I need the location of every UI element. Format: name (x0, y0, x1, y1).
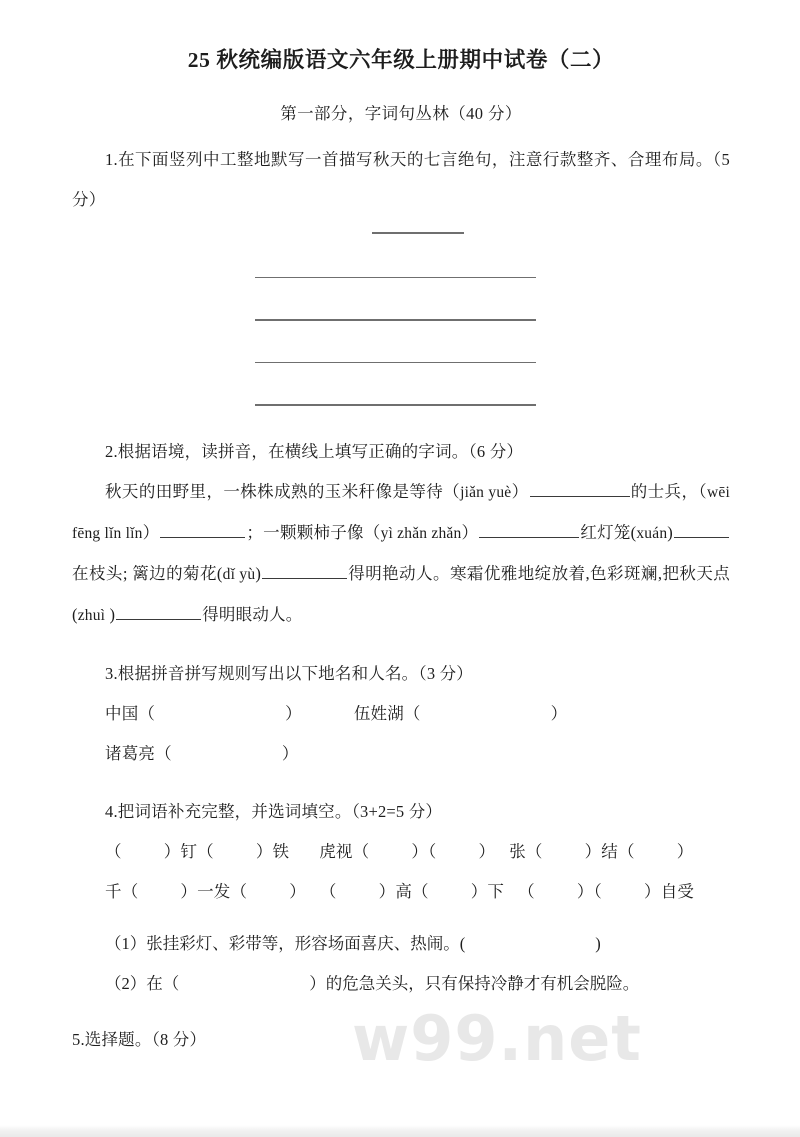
q2-text-2: ） (511, 481, 529, 501)
question-4-stem: 4.把词语补充完整，并选词填空。（3+2=5 分） (105, 801, 443, 821)
q2-blank-6[interactable] (116, 602, 201, 620)
q2-blank-5[interactable] (262, 561, 347, 579)
q4-sub1-close: ) (595, 933, 601, 953)
q2-blank-2[interactable] (160, 520, 245, 538)
q4-r1-t4: 虎视（ (319, 841, 370, 861)
q4-r2-t7: （ (518, 881, 535, 901)
question-2-stem: 2.根据语境，读拼音，在横线上填写正确的字词。（6 分） (105, 441, 524, 461)
question-1-answer-lines (72, 232, 730, 406)
answer-line-3[interactable] (255, 319, 536, 321)
question-4-sub-1 (72, 924, 730, 964)
q2-pinyin-yizhanzhan: yì zhǎn zhǎn (380, 524, 462, 542)
q2-text-12: ) (105, 604, 116, 624)
q4-r2-t8: ）（ (576, 881, 602, 901)
q3-item-3-close: ） (281, 743, 299, 763)
q2-text-1: 秋天的田野里，一株株成熟的玉米秆像是等待（ (105, 481, 461, 501)
q2-pinyin-diyu: dǐ yù (222, 565, 256, 583)
question-1-stem (72, 140, 730, 220)
q4-r1-t9: ） (676, 841, 694, 861)
answer-line-1[interactable] (372, 232, 464, 234)
question-5-stem: 5.选择题。（8 分） (72, 1029, 207, 1049)
q3-item-1-label: 中国（ (105, 703, 156, 723)
q4-r2-t9: ）自受 (644, 881, 695, 901)
question-2-body (72, 472, 746, 636)
question-3-row-2 (72, 734, 730, 774)
q4-r1-t7: 张（ (509, 841, 543, 861)
q4-r2-t2: ）一发（ (180, 881, 248, 901)
q2-pinyin-jianyue: jiǎn yuè (460, 483, 512, 501)
question-4-sub-2 (72, 964, 730, 1004)
q2-blank-1[interactable] (530, 479, 630, 497)
q4-sub2-text: （2）在（ (105, 973, 180, 993)
answer-line-4[interactable] (255, 362, 536, 364)
question-4-row-1 (72, 832, 730, 872)
q2-text-4: ） (142, 522, 160, 542)
q2-text-3: 的士兵，（ (630, 481, 708, 501)
q2-blank-4[interactable] (674, 520, 729, 538)
question-3-row-1 (72, 694, 730, 734)
question-1-stem-line1: 1.在下面竖列中工整地默写一首描写秋天的七言绝句，注意行款整齐、 (105, 149, 628, 169)
question-1-stem-line2: 合理布局。（5 分） (72, 149, 730, 209)
q4-r2-t1: 千（ (105, 881, 139, 901)
q4-r1-t5: ）（ (411, 841, 437, 861)
q2-pinyin-zhui: zhuì (77, 606, 106, 624)
q2-pinyin-xuan: xuán (636, 524, 668, 542)
q4-r1-t3: ）铁 (255, 841, 290, 861)
site-watermark: w99.net (352, 1002, 642, 1075)
q4-sub2-close: ）的危急关头，只有保持冷静才有机会脱险。 (309, 973, 640, 993)
q2-text-7: 红灯笼( (580, 522, 637, 542)
q4-r2-t4: （ (319, 881, 337, 901)
q3-item-3-label: 诸葛亮（ (105, 743, 172, 763)
q3-item-2-label: 伍姓湖（ (353, 703, 421, 723)
q4-r1-t1: （ (105, 841, 122, 861)
q2-text-11: 得明艳动人。寒霜优雅地绽放着,色彩斑斓,把秋天点( (72, 563, 730, 624)
question-3-stem: 3.根据拼音拼写规则写出以下地名和人名。（3 分） (105, 663, 473, 683)
q4-r2-t6: ）下 (470, 881, 505, 901)
q2-text-13: 得明 (202, 604, 236, 624)
question-4-row-2 (72, 872, 730, 912)
page-bottom-edge (0, 1125, 800, 1137)
q4-r1-t2: ）钉（ (163, 841, 214, 861)
q4-r1-t6: ） (478, 841, 496, 861)
section-subtitle: 第一部分，字词句丛林（40 分） (280, 103, 522, 123)
answer-line-2[interactable] (255, 277, 536, 279)
q2-text-14: 眼动人。 (235, 604, 303, 624)
page-title: 25 秋统编版语文六年级上册期中试卷（二） (187, 48, 615, 72)
q4-r2-t3: ） (289, 881, 306, 901)
q4-r2-t5: ）高（ (378, 881, 429, 901)
q3-item-2-close: ） (550, 703, 568, 723)
q3-item-1-close: ） (285, 703, 302, 723)
q4-r1-t8: ）结（ (584, 841, 635, 861)
q2-blank-3[interactable] (479, 520, 579, 538)
q2-pinyin-weifenglinlin: wēi fēng lǐn lǐn (72, 483, 746, 542)
answer-line-5[interactable] (255, 404, 536, 406)
q2-text-8: ) (667, 522, 673, 542)
q4-sub1-text: （1）张挂彩灯、彩带等，形容场面喜庆、热闹。( (105, 933, 466, 953)
q2-text-9: 在枝头; 篱边的菊花( (72, 563, 223, 583)
q2-text-6: ） (461, 522, 479, 542)
q2-text-5: ；一颗颗柿子像（ (246, 522, 381, 542)
q2-text-10: ) (255, 563, 262, 583)
